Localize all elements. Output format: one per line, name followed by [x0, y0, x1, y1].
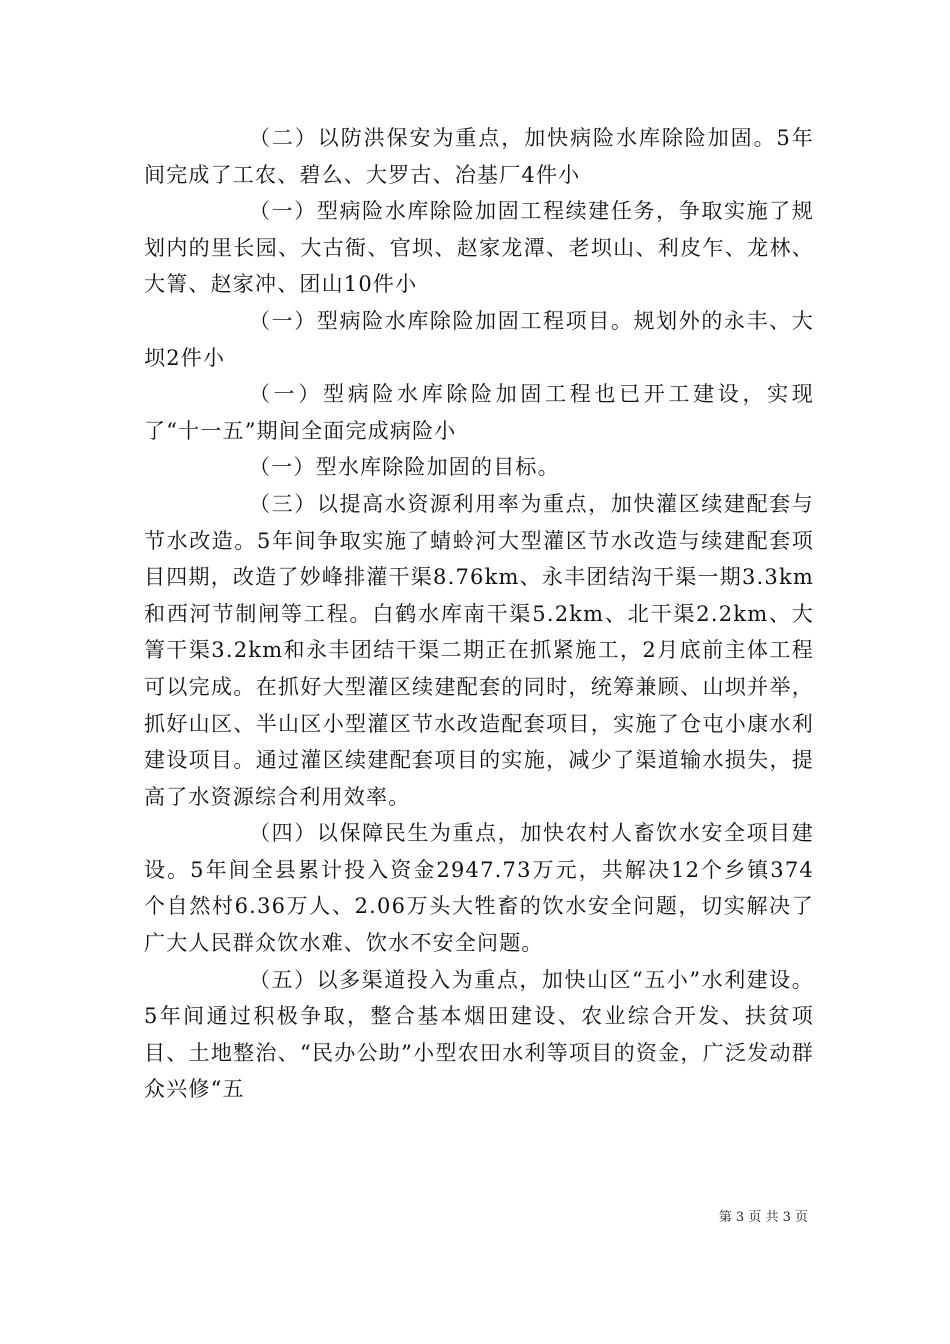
paragraph-drinking-water: （四）以保障民生为重点，加快农村人畜饮水安全项目建设。5年间全县累计投入资金2947.73万元，共解决12个乡镇374个自然村6.36万人、2.06万头大牲畜的饮水安全问题，切实解决了广大人民群众饮水难、饮水不安全问题。 — [144, 821, 814, 956]
paragraph-irrigation: （三）以提高水资源利用率为重点，加快灌区续建配套与节水改造。5年间争取实施了蜻蛉河大型灌区节水改造与续建配套项目四期，改造了妙峰排灌干渠8.76km、永丰团结沟干渠一期3.3km和西河节制闸等工程。白鹤水库南干渠5.2km、北干渠2.2km、大箐干渠3.2km和永丰团结干渠二期正在抓紧施工，2月底前主体工程可以完成。在抓好大型灌区续建配套的同时，统筹兼顾、山坝并举，抓好山区、半山区小型灌区节水改造配套项目，实施了仓屯小康水利建设项目。通过灌区续建配套项目的实施，减少了渠道输水损失，提高了水资源综合利用效率。 — [144, 491, 814, 809]
paragraph-reservoir-projects: （一）型病险水库除险加固工程项目。规划外的永丰、大坝2件小 — [144, 308, 814, 370]
paragraph-reservoir-continuation: （一）型病险水库除险加固工程续建任务，争取实施了规划内的里长园、大古衙、官坝、赵家龙潭、老坝山、利皮乍、龙林、大箐、赵家冲、团山10件小 — [144, 199, 814, 297]
document-body — [144, 120, 814, 1108]
paragraph-five-small: （五）以多渠道投入为重点，加快山区“五小”水利建设。5年间通过积极争取，整合基本烟田建设、农业综合开发、扶贫项目、土地整治、“民办公助”小型农田水利等项目的资金，广泛发动群众兴修“五 — [144, 967, 814, 1102]
paragraph-flood-control: （二）以防洪保安为重点，加快病险水库除险加固。5年间完成了工农、碧么、大罗古、冶基厂4件小 — [144, 126, 814, 187]
page-number: 第 3 页 共 3 页 — [718, 1210, 808, 1225]
paragraph-reservoir-goal: （一）型水库除险加固的目标。 — [249, 455, 560, 480]
paragraph-reservoir-construction: （一）型病险水库除险加固工程也已开工建设，实现了“十一五”期间全面完成病险小 — [144, 382, 814, 443]
